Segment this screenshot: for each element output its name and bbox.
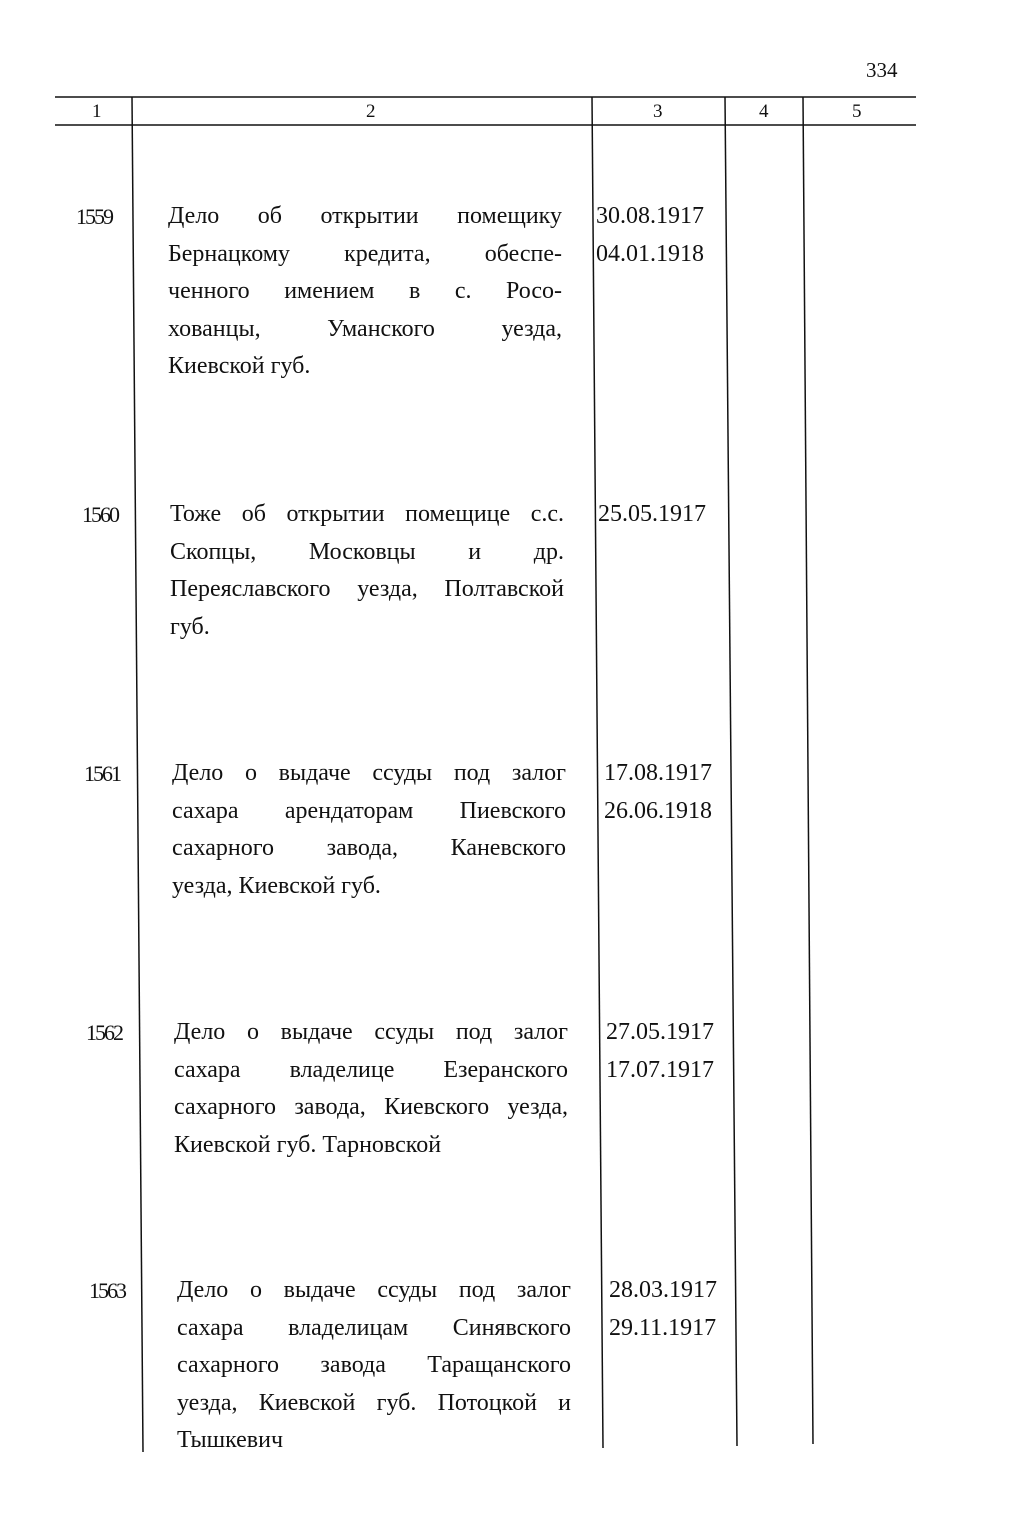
description-line: ченного имением в с. Росо-: [168, 278, 562, 304]
column-header-5: 5: [852, 101, 862, 122]
date: 25.05.1917: [598, 501, 706, 527]
description-line: Дело об открытии помещику: [168, 203, 562, 229]
entry-description: [177, 1272, 571, 1460]
entry-description: [170, 496, 564, 646]
entry-dates: [609, 1272, 717, 1347]
entry-description: [172, 755, 566, 905]
entry-number: 1561: [84, 761, 120, 786]
description-line: сахарного завода, Киевского уезда,: [174, 1094, 568, 1120]
column-header-1: 1: [92, 101, 102, 122]
description-line: губ.: [170, 613, 210, 640]
description-line: хованцы, Уманского уезда,: [168, 315, 562, 342]
entry-dates: [606, 1014, 714, 1089]
description-line: Дело о выдаче ссуды под залог: [174, 1019, 568, 1045]
column-header-2: 2: [366, 101, 376, 122]
date: 04.01.1918: [596, 240, 704, 267]
date: 27.05.1917: [606, 1019, 714, 1045]
date: 30.08.1917: [596, 203, 704, 229]
entry-number: 1562: [86, 1020, 122, 1045]
entry-dates: [604, 755, 712, 830]
description-line: сахарного завода Таращанского: [177, 1352, 571, 1378]
entry-dates: [598, 496, 706, 534]
entry-description: [174, 1014, 568, 1164]
column-header-4: 4: [759, 101, 769, 122]
description-line: уезда, Киевской губ.: [172, 872, 381, 899]
entry-dates: [596, 198, 704, 273]
description-line: Бернацкому кредита, обеспе-: [168, 240, 562, 267]
date: 26.06.1918: [604, 797, 712, 824]
description-line: Киевской губ.: [168, 353, 311, 379]
description-line: Дело о выдаче ссуды под залог: [172, 760, 566, 786]
description-line: Тоже об открытии помещице с.с.: [170, 501, 564, 527]
entry-number: 1560: [82, 502, 118, 527]
description-line: сахара владелице Езеранского: [174, 1056, 568, 1083]
entry-number: 1563: [89, 1278, 125, 1303]
description-line: сахарного завода, Каневского: [172, 835, 566, 861]
column-header-3: 3: [653, 101, 663, 122]
entry-description: [168, 198, 562, 386]
description-line: Скопцы, Московцы и др.: [170, 538, 564, 565]
description-line: Тышкевич: [177, 1427, 284, 1453]
entry-number: 1559: [76, 204, 112, 229]
description-line: Переяславского уезда, Полтавской: [170, 576, 564, 602]
description-line: сахара арендаторам Пиевского: [172, 797, 566, 824]
date: 28.03.1917: [609, 1277, 717, 1303]
page-number: 334: [866, 58, 898, 82]
description-line: уезда, Киевской губ. Потоцкой и: [177, 1389, 571, 1416]
date: 17.07.1917: [606, 1056, 714, 1083]
date: 29.11.1917: [609, 1314, 717, 1341]
date: 17.08.1917: [604, 760, 712, 786]
description-line: сахара владелицам Синявского: [177, 1314, 571, 1341]
description-line: Киевской губ. Тарновской: [174, 1131, 442, 1158]
description-line: Дело о выдаче ссуды под залог: [177, 1277, 571, 1303]
